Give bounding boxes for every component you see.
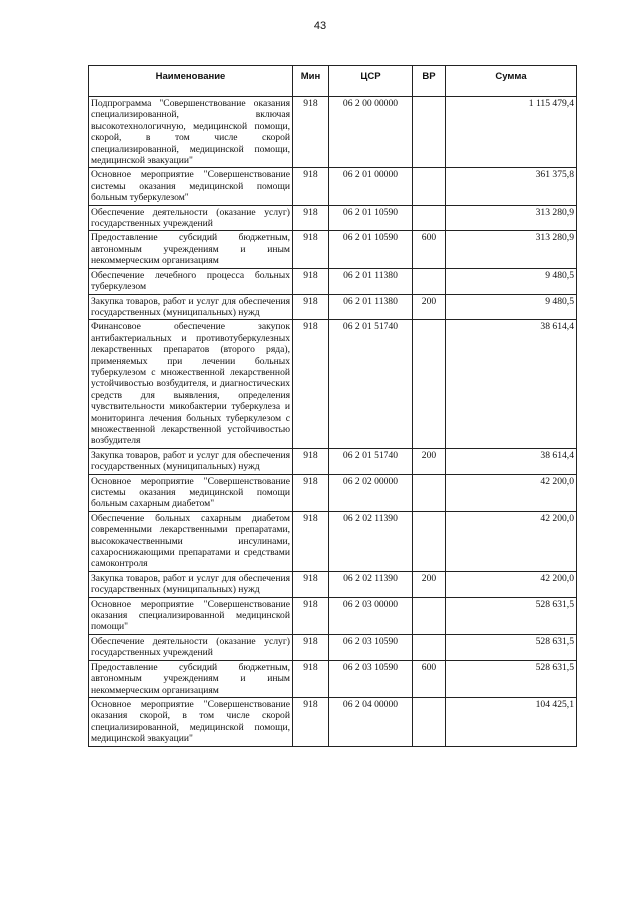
row-name: Подпрограмма "Совершенствование оказания специализированной, включая высокотехнологичную, медицинской помощи, скорой, в том числе скорой специализированной, медицинской помощи, медицинской эвакуации" (89, 97, 293, 168)
header-csr: ЦСР (329, 66, 413, 97)
header-min: Мин (293, 66, 329, 97)
row-vr (413, 168, 446, 205)
row-min: 918 (293, 597, 329, 634)
row-vr (413, 205, 446, 231)
row-vr: 200 (413, 294, 446, 320)
row-min: 918 (293, 231, 329, 268)
row-vr (413, 97, 446, 168)
table-body (89, 97, 577, 747)
row-sum: 9 480,5 (446, 268, 577, 294)
row-name: Закупка товаров, работ и услуг для обеспечения государственных (муниципальных) нужд (89, 448, 293, 474)
table-row (89, 97, 577, 168)
row-vr (413, 697, 446, 746)
row-csr: 06 2 02 11390 (329, 571, 413, 597)
header-vr: ВР (413, 66, 446, 97)
row-vr (413, 597, 446, 634)
row-name: Обеспечение деятельности (оказание услуг) государственных учреждений (89, 634, 293, 660)
row-sum: 361 375,8 (446, 168, 577, 205)
table-row (89, 205, 577, 231)
row-vr (413, 320, 446, 448)
row-vr (413, 474, 446, 511)
row-sum: 42 200,0 (446, 511, 577, 571)
row-csr: 06 2 04 00000 (329, 697, 413, 746)
table-row (89, 660, 577, 697)
row-sum: 38 614,4 (446, 320, 577, 448)
row-name: Финансовое обеспечение закупок антибактериальных и противотуберкулезных лекарственных препаратов (второго ряда), применяемых при лечении больных туберкулезом с множественной лекарственной устойчивостью возбудителя, и диагностических средств для выявления, определения чувствительности микобактерии туберкулеза и мониторинга лечения больных туберкулезом с множественной лекарственной устойчивостью возбудителя (89, 320, 293, 448)
row-min: 918 (293, 294, 329, 320)
table-row (89, 697, 577, 746)
table-row (89, 597, 577, 634)
page-number: 43 (313, 20, 327, 32)
table-row (89, 294, 577, 320)
row-sum: 42 200,0 (446, 474, 577, 511)
row-name: Обеспечение больных сахарным диабетом современными лекарственными препаратами, высококачественными инсулинами, сахароснижающими препаратами и средствами самоконтроля (89, 511, 293, 571)
row-min: 918 (293, 205, 329, 231)
row-name: Закупка товаров, работ и услуг для обеспечения государственных (муниципальных) нужд (89, 294, 293, 320)
row-name: Обеспечение деятельности (оказание услуг) государственных учреждений (89, 205, 293, 231)
row-min: 918 (293, 634, 329, 660)
table-row (89, 511, 577, 571)
table-row (89, 474, 577, 511)
row-sum: 42 200,0 (446, 571, 577, 597)
row-min: 918 (293, 474, 329, 511)
row-min: 918 (293, 697, 329, 746)
row-sum: 38 614,4 (446, 448, 577, 474)
row-csr: 06 2 01 10590 (329, 231, 413, 268)
row-vr (413, 634, 446, 660)
table-header-row (89, 66, 577, 97)
table-row (89, 571, 577, 597)
row-sum: 528 631,5 (446, 634, 577, 660)
row-sum: 528 631,5 (446, 660, 577, 697)
row-name: Предоставление субсидий бюджетным, автономным учреждениям и иным некоммерческим организациям (89, 231, 293, 268)
row-vr: 200 (413, 571, 446, 597)
row-vr (413, 268, 446, 294)
row-vr: 600 (413, 660, 446, 697)
row-csr: 06 2 02 11390 (329, 511, 413, 571)
row-min: 918 (293, 511, 329, 571)
row-min: 918 (293, 97, 329, 168)
table-row (89, 320, 577, 448)
row-sum: 9 480,5 (446, 294, 577, 320)
row-csr: 06 2 01 51740 (329, 320, 413, 448)
header-sum: Сумма (446, 66, 577, 97)
row-vr (413, 511, 446, 571)
row-csr: 06 2 03 00000 (329, 597, 413, 634)
row-min: 918 (293, 168, 329, 205)
row-sum: 528 631,5 (446, 597, 577, 634)
row-csr: 06 2 02 00000 (329, 474, 413, 511)
budget-table (88, 65, 577, 747)
row-csr: 06 2 03 10590 (329, 660, 413, 697)
row-min: 918 (293, 268, 329, 294)
row-csr: 06 2 03 10590 (329, 634, 413, 660)
table-row (89, 448, 577, 474)
table-row (89, 268, 577, 294)
row-csr: 06 2 01 51740 (329, 448, 413, 474)
row-name: Основное мероприятие "Совершенствование системы оказания медицинской помощи больным сахарным диабетом" (89, 474, 293, 511)
row-name: Основное мероприятие "Совершенствование оказания скорой, в том числе скорой специализированной, медицинской помощи, медицинской эвакуации" (89, 697, 293, 746)
row-sum: 313 280,9 (446, 205, 577, 231)
row-csr: 06 2 01 10590 (329, 205, 413, 231)
row-min: 918 (293, 660, 329, 697)
row-min: 918 (293, 448, 329, 474)
row-name: Предоставление субсидий бюджетным, автономным учреждениям и иным некоммерческим организациям (89, 660, 293, 697)
row-name: Закупка товаров, работ и услуг для обеспечения государственных (муниципальных) нужд (89, 571, 293, 597)
header-name: Наименование (89, 66, 293, 97)
row-sum: 313 280,9 (446, 231, 577, 268)
table-row (89, 634, 577, 660)
row-csr: 06 2 00 00000 (329, 97, 413, 168)
row-vr: 600 (413, 231, 446, 268)
row-csr: 06 2 01 11380 (329, 294, 413, 320)
table-row (89, 168, 577, 205)
row-vr: 200 (413, 448, 446, 474)
row-sum: 104 425,1 (446, 697, 577, 746)
row-name: Основное мероприятие "Совершенствование оказания специализированной медицинской помощи" (89, 597, 293, 634)
row-min: 918 (293, 571, 329, 597)
row-csr: 06 2 01 11380 (329, 268, 413, 294)
row-min: 918 (293, 320, 329, 448)
table-row (89, 231, 577, 268)
row-sum: 1 115 479,4 (446, 97, 577, 168)
row-name: Обеспечение лечебного процесса больных туберкулезом (89, 268, 293, 294)
row-name: Основное мероприятие "Совершенствование системы оказания медицинской помощи больным туберкулезом" (89, 168, 293, 205)
row-csr: 06 2 01 00000 (329, 168, 413, 205)
